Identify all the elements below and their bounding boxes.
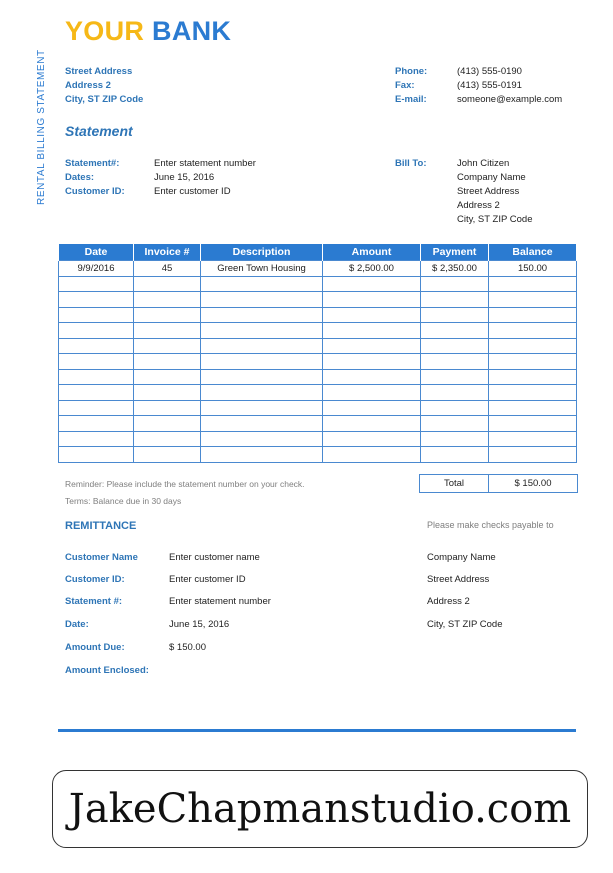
table-cell-empty[interactable] (59, 369, 134, 385)
table-cell-empty[interactable] (323, 323, 421, 339)
table-cell-empty[interactable] (201, 431, 323, 447)
bill-to-line-3: Street Address (457, 186, 520, 197)
table-cell-empty[interactable] (59, 416, 134, 432)
table-cell-empty[interactable] (201, 354, 323, 370)
statement-number-label: Statement#: (65, 158, 120, 169)
table-cell-empty[interactable] (323, 354, 421, 370)
remit-amount-due-label: Amount Due: (65, 642, 125, 653)
table-cell-empty[interactable] (134, 416, 201, 432)
table-cell-empty[interactable] (59, 276, 134, 292)
total-label: Total (420, 475, 489, 493)
watermark-text: JakeChapmanstudio.com (68, 786, 572, 832)
table-cell-empty[interactable] (489, 400, 577, 416)
table-cell-empty[interactable] (59, 385, 134, 401)
table-cell-empty[interactable] (421, 416, 489, 432)
customer-id-label: Customer ID: (65, 186, 125, 197)
table-cell-empty[interactable] (489, 369, 577, 385)
payee-line-3: Address 2 (427, 596, 470, 607)
table-cell-empty[interactable] (201, 323, 323, 339)
table-row-empty (59, 369, 577, 385)
table-cell-empty[interactable] (323, 292, 421, 308)
cell-balance[interactable]: 150.00 (489, 261, 577, 277)
header-description: Description (201, 244, 323, 261)
bill-to-line-1: John Citizen (457, 158, 510, 169)
remit-amount-due-value[interactable]: $ 150.00 (169, 642, 206, 653)
remit-date-value[interactable]: June 15, 2016 (169, 619, 230, 630)
table-cell-empty[interactable] (323, 307, 421, 323)
table-cell-empty[interactable] (59, 307, 134, 323)
table-cell-empty[interactable] (201, 385, 323, 401)
table-row (59, 261, 577, 277)
table-cell-empty[interactable] (489, 307, 577, 323)
table-cell-empty[interactable] (323, 338, 421, 354)
table-cell-empty[interactable] (489, 431, 577, 447)
table-cell-empty[interactable] (323, 447, 421, 463)
table-cell-empty[interactable] (134, 385, 201, 401)
payee-line-4: City, ST ZIP Code (427, 619, 503, 630)
reminder-text: Reminder: Please include the statement number on your check. (65, 479, 305, 489)
bill-to-line-4: Address 2 (457, 200, 500, 211)
fax-value: (413) 555-0191 (457, 80, 522, 91)
logo-part-your: YOUR (65, 16, 145, 46)
total-value: $ 150.00 (489, 475, 578, 493)
table-cell-empty[interactable] (489, 354, 577, 370)
remit-customer-name-label: Customer Name (65, 552, 138, 563)
table-cell-empty[interactable] (421, 307, 489, 323)
header-balance: Balance (489, 244, 577, 261)
remit-statement-label: Statement #: (65, 596, 123, 607)
table-row-empty (59, 447, 577, 463)
table-cell-empty[interactable] (489, 416, 577, 432)
table-cell-empty[interactable] (421, 323, 489, 339)
table-cell-empty[interactable] (59, 400, 134, 416)
remit-date-label: Date: (65, 619, 89, 630)
bank-address-line-2: Address 2 (65, 80, 111, 91)
header-date: Date (59, 244, 134, 261)
table-cell-empty[interactable] (201, 292, 323, 308)
table-cell-empty[interactable] (59, 323, 134, 339)
table-cell-empty[interactable] (421, 431, 489, 447)
bank-logo (65, 16, 231, 47)
fax-label: Fax: (395, 80, 415, 91)
bill-to-line-5: City, ST ZIP Code (457, 214, 533, 225)
remit-customer-name-value[interactable]: Enter customer name (169, 552, 260, 563)
remit-amount-enclosed-label: Amount Enclosed: (65, 665, 149, 676)
table-cell-empty[interactable] (323, 369, 421, 385)
bottom-divider (58, 729, 576, 732)
cell-date[interactable]: 9/9/2016 (59, 261, 134, 277)
table-cell-empty[interactable] (134, 323, 201, 339)
table-cell-empty[interactable] (323, 276, 421, 292)
table-cell-empty[interactable] (201, 369, 323, 385)
table-cell-empty[interactable] (201, 447, 323, 463)
table-cell-empty[interactable] (421, 400, 489, 416)
table-cell-empty[interactable] (201, 400, 323, 416)
bill-to-label: Bill To: (395, 158, 427, 169)
terms-text: Terms: Balance due in 30 days (65, 496, 182, 506)
table-cell-empty[interactable] (421, 385, 489, 401)
table-cell-empty[interactable] (489, 323, 577, 339)
logo-part-bank: BANK (152, 16, 232, 46)
cell-amount[interactable]: $ 2,500.00 (323, 261, 421, 277)
table-cell-empty[interactable] (134, 276, 201, 292)
table-cell-empty[interactable] (201, 338, 323, 354)
table-cell-empty[interactable] (421, 369, 489, 385)
table-cell-empty[interactable] (59, 447, 134, 463)
table-row-empty (59, 338, 577, 354)
table-row-empty (59, 307, 577, 323)
table-cell-empty[interactable] (323, 431, 421, 447)
table-cell-empty[interactable] (323, 400, 421, 416)
phone-label: Phone: (395, 66, 428, 77)
table-row-empty (59, 385, 577, 401)
table-row-empty (59, 400, 577, 416)
remit-customer-id-value[interactable]: Enter customer ID (169, 574, 246, 585)
table-cell-empty[interactable] (201, 416, 323, 432)
totals-table (419, 474, 578, 493)
table-cell-empty[interactable] (421, 292, 489, 308)
email-value[interactable]: someone@example.com (457, 94, 563, 105)
table-cell-empty[interactable] (59, 292, 134, 308)
statement-title: Statement (65, 123, 133, 139)
statement-number-value[interactable]: Enter statement number (154, 158, 256, 169)
header-invoice: Invoice # (134, 244, 201, 261)
side-label: RENTAL BILLING STATEMENT (36, 49, 47, 205)
table-cell-empty[interactable] (134, 400, 201, 416)
table-cell-empty[interactable] (201, 276, 323, 292)
customer-id-value[interactable]: Enter customer ID (154, 186, 231, 197)
statement-table (58, 244, 577, 463)
payable-note: Please make checks payable to (427, 520, 554, 530)
table-cell-empty[interactable] (201, 307, 323, 323)
table-row-empty (59, 416, 577, 432)
table-row-empty (59, 292, 577, 308)
table-cell-empty[interactable] (134, 338, 201, 354)
remittance-title: REMITTANCE (65, 520, 137, 532)
table-cell-empty[interactable] (134, 447, 201, 463)
remit-customer-id-label: Customer ID: (65, 574, 125, 585)
payee-line-2: Street Address (427, 574, 490, 585)
dates-label: Dates: (65, 172, 95, 183)
email-label: E-mail: (395, 94, 427, 105)
table-cell-empty[interactable] (134, 431, 201, 447)
table-row-empty (59, 354, 577, 370)
table-row-empty (59, 276, 577, 292)
remit-statement-value[interactable]: Enter statement number (169, 596, 271, 607)
bank-address-line-1: Street Address (65, 66, 133, 77)
table-cell-empty[interactable] (421, 354, 489, 370)
table-cell-empty[interactable] (134, 307, 201, 323)
table-cell-empty[interactable] (421, 276, 489, 292)
table-cell-empty[interactable] (134, 292, 201, 308)
table-cell-empty[interactable] (323, 385, 421, 401)
bill-to-line-2: Company Name (457, 172, 526, 183)
table-cell-empty[interactable] (421, 338, 489, 354)
cell-payment[interactable]: $ 2,350.00 (421, 261, 489, 277)
table-cell-empty[interactable] (59, 431, 134, 447)
table-cell-empty[interactable] (489, 385, 577, 401)
table-cell-empty[interactable] (59, 338, 134, 354)
phone-value: (413) 555-0190 (457, 66, 522, 77)
bank-address-line-3: City, ST ZIP Code (65, 94, 144, 105)
table-row-empty (59, 431, 577, 447)
table-cell-empty[interactable] (134, 369, 201, 385)
table-cell-empty[interactable] (489, 276, 577, 292)
watermark-banner (52, 770, 588, 848)
cell-invoice[interactable]: 45 (134, 261, 201, 277)
table-cell-empty[interactable] (489, 447, 577, 463)
header-payment: Payment (421, 244, 489, 261)
header-amount: Amount (323, 244, 421, 261)
table-cell-empty[interactable] (489, 338, 577, 354)
table-cell-empty[interactable] (134, 354, 201, 370)
table-cell-empty[interactable] (323, 416, 421, 432)
table-header-row (59, 244, 577, 261)
table-cell-empty[interactable] (421, 447, 489, 463)
table-row-empty (59, 323, 577, 339)
table-cell-empty[interactable] (489, 292, 577, 308)
cell-description[interactable]: Green Town Housing (201, 261, 323, 277)
payee-line-1: Company Name (427, 552, 496, 563)
table-cell-empty[interactable] (59, 354, 134, 370)
dates-value[interactable]: June 15, 2016 (154, 172, 215, 183)
